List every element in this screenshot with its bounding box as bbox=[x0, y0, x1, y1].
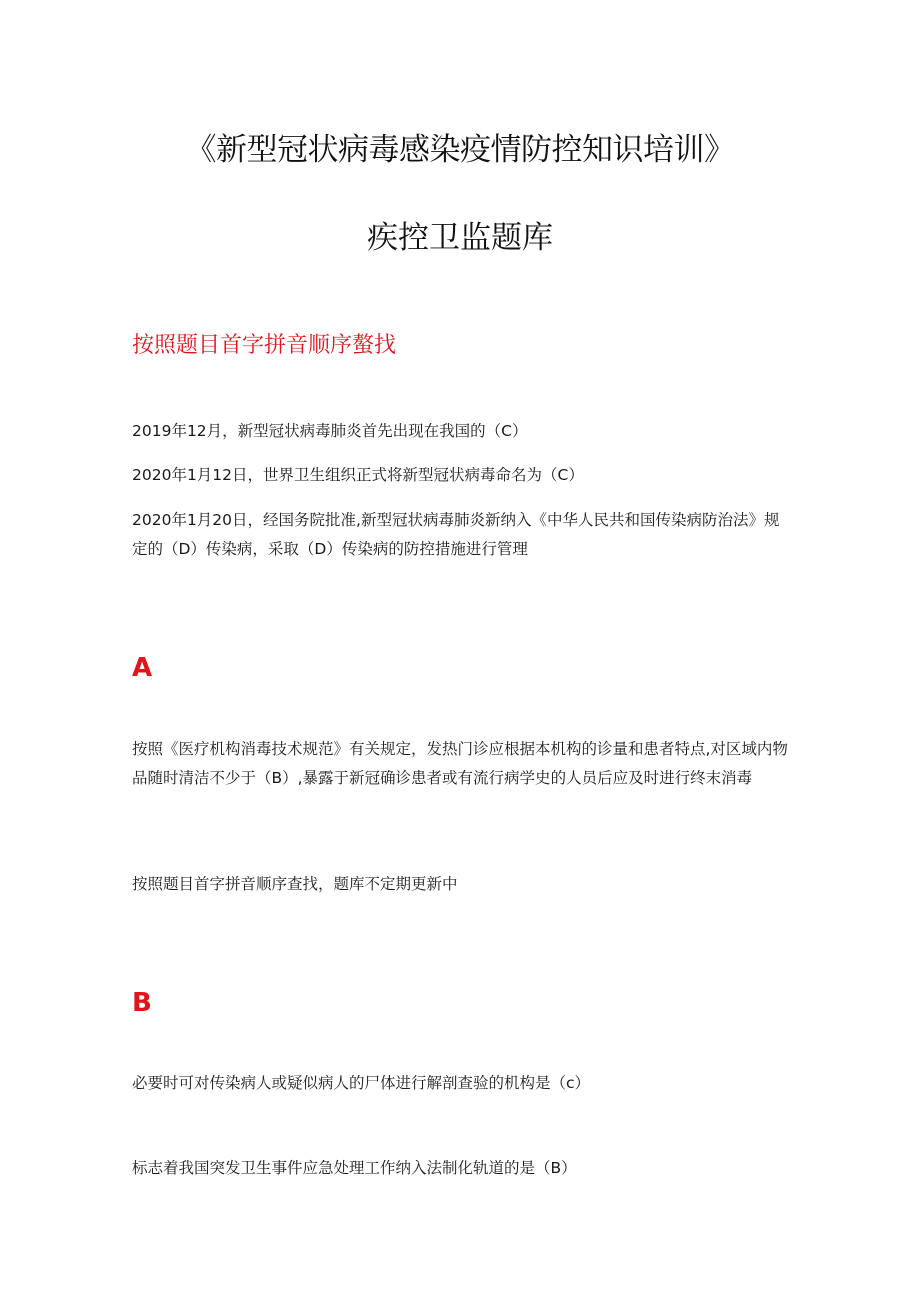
section-heading-b: B bbox=[132, 988, 152, 1018]
question-item: 按照题目首字拼音顺序查找，题库不定期更新中 bbox=[132, 875, 458, 893]
question-item: 2019年12月，新型冠状病毒肺炎首先出现在我国的（C） bbox=[132, 422, 528, 440]
question-item: 2020年1月20日，经国务院批准,新型冠状病毒肺炎新纳入《中华人民共和国传染病防治法》规定的（D）传染病，采取（D）传染病的防控措施进行管理 bbox=[132, 511, 780, 558]
question-item: 按照《医疗机构消毒技术规范》有关规定，发热门诊应根据本机构的诊量和患者特点,对区域内物品随时清洁不少于（B）,暴露于新冠确诊患者或有流行病学史的人员后应及时进行终末消毒 bbox=[132, 740, 788, 787]
question-item: 2020年1月12日，世界卫生组织正式将新型冠状病毒命名为（C） bbox=[132, 466, 584, 484]
section-heading-a: A bbox=[132, 653, 153, 683]
question-item: 标志着我国突发卫生事件应急处理工作纳入法制化轨道的是（B） bbox=[132, 1159, 577, 1177]
document-title: 《新型冠状病毒感染疫情防控知识培训》 bbox=[185, 132, 735, 168]
question-item: 必要时可对传染病人或疑似病人的尸体进行解剖查验的机构是（c） bbox=[132, 1074, 591, 1092]
document-subtitle: 疾控卫监题库 bbox=[367, 220, 553, 256]
search-instruction-note: 按照题目首字拼音顺序螯找 bbox=[132, 333, 397, 358]
